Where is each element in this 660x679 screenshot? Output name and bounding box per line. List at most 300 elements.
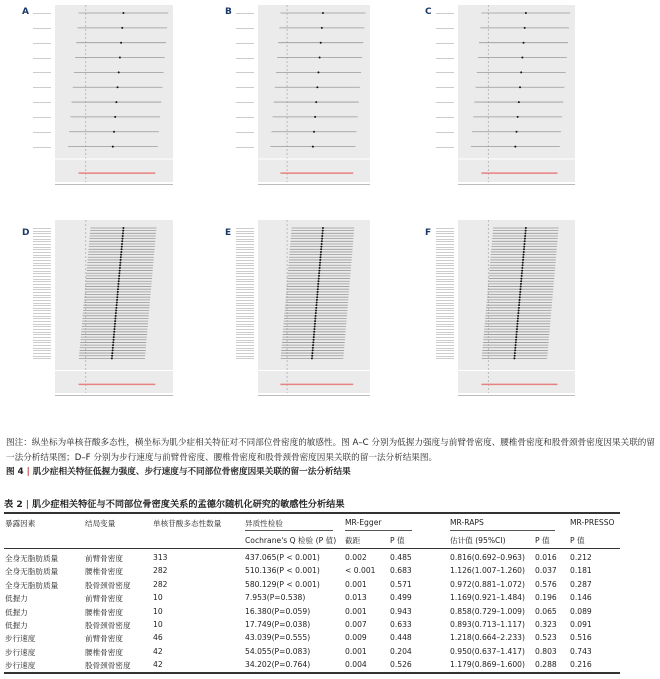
snp-estimate-point (113, 328, 115, 330)
snp-estimate-point (516, 131, 518, 133)
x-axis (458, 184, 575, 195)
snp-estimate-point (519, 291, 521, 293)
snp-label (33, 268, 51, 269)
snp-label (33, 271, 51, 272)
snp-estimate-point (119, 57, 121, 59)
snp-label (436, 102, 454, 103)
snp-label (236, 334, 254, 335)
snp-estimate-point (514, 349, 516, 351)
snp-estimate-point (119, 264, 121, 266)
snp-estimate-point (316, 86, 318, 88)
snp-estimate-point (120, 256, 122, 258)
snp-label (436, 334, 454, 335)
snp-estimate-point (320, 246, 322, 248)
snp-label (33, 236, 51, 237)
snp-estimate-point (524, 235, 526, 237)
snp-label (436, 305, 454, 306)
snp-estimate-point (515, 339, 517, 341)
snp-estimate-point (120, 259, 122, 261)
column-header: 结局变量 (85, 519, 116, 528)
snp-estimate-point (524, 238, 526, 240)
table-cell: 0.212 (570, 553, 592, 562)
snp-label (236, 342, 254, 343)
snp-label (236, 233, 254, 234)
snp-label (436, 147, 454, 148)
table-cell: 42 (153, 646, 163, 656)
table-cell: 0.803 (535, 646, 557, 656)
table-cell: 0.204 (390, 646, 412, 656)
snp-estimate-point (314, 325, 316, 327)
snp-estimate-point (121, 248, 123, 250)
table-cell: 全身无脂肪质量 (5, 580, 59, 590)
snp-estimate-point (517, 317, 519, 319)
snp-label (436, 337, 454, 338)
snp-label (236, 13, 254, 14)
snp-label (236, 279, 254, 280)
snp-label (33, 244, 51, 245)
snp-label (236, 257, 254, 258)
snp-label (436, 236, 454, 237)
snp-label (33, 289, 51, 290)
snp-estimate-point (114, 320, 116, 322)
snp-estimate-point (517, 315, 519, 317)
snp-estimate-point (515, 344, 517, 346)
snp-label (33, 72, 51, 73)
snp-estimate-point (117, 283, 119, 285)
snp-label (33, 300, 51, 301)
snp-label (33, 350, 51, 351)
snp-estimate-point (317, 280, 319, 282)
snp-label (236, 268, 254, 269)
panel-label: A (22, 7, 29, 17)
snp-estimate-point (113, 333, 115, 335)
snp-estimate-point (517, 320, 519, 322)
snp-label (436, 324, 454, 325)
snp-estimate-point (523, 42, 525, 44)
snp-estimate-point (516, 333, 518, 335)
snp-estimate-point (513, 357, 515, 359)
snp-label (436, 316, 454, 317)
table-cell: 0.216 (570, 660, 592, 670)
snp-label (236, 316, 254, 317)
table-cell: 0.523 (535, 633, 557, 643)
snp-estimate-point (317, 283, 319, 285)
snp-label (33, 353, 51, 354)
snp-label (33, 342, 51, 343)
snp-label (436, 289, 454, 290)
snp-estimate-point (317, 71, 319, 73)
snp-label (236, 310, 254, 311)
table-cell: 0.743 (570, 646, 592, 656)
snp-estimate-point (321, 240, 323, 242)
snp-label (33, 102, 51, 103)
snp-estimate-point (520, 278, 522, 280)
snp-estimate-point (122, 232, 124, 234)
snp-label (236, 263, 254, 264)
snp-estimate-point (111, 357, 113, 359)
snp-label (436, 348, 454, 349)
table-cell: 0.089 (570, 606, 592, 616)
snp-label (33, 332, 51, 333)
snp-estimate-point (525, 230, 527, 232)
snp-label (33, 318, 51, 319)
table-cell: 0.146 (570, 593, 592, 603)
column-subheader: Cochrane's Q 检验 (P 值) (245, 536, 337, 545)
snp-label (33, 28, 51, 29)
table-cell: 7.953(P=0.538) (245, 593, 306, 603)
snp-label (436, 329, 454, 330)
snp-label (236, 350, 254, 351)
snp-estimate-point (115, 315, 117, 317)
snp-label (436, 276, 454, 277)
snp-label (436, 303, 454, 304)
snp-label (236, 244, 254, 245)
column-header: MR-RAPS (450, 518, 484, 527)
figure-number: 图 4 (6, 467, 24, 477)
snp-estimate-point (115, 312, 117, 314)
snp-label (436, 233, 454, 234)
snp-estimate-point (519, 288, 521, 290)
snp-label (236, 43, 254, 44)
snp-label (236, 271, 254, 272)
table-cell: 510.136(P < 0.001) (245, 566, 320, 576)
snp-label (436, 228, 454, 229)
snp-label (33, 228, 51, 229)
snp-estimate-point (314, 116, 316, 118)
table-cell: 282 (153, 566, 168, 576)
table-cell: 股骨颈骨密度 (85, 621, 131, 630)
snp-estimate-point (311, 355, 313, 357)
snp-label (236, 356, 254, 357)
table-cell: 步行速度 (5, 661, 36, 671)
table-cell: 1.126(1.007–1.260) (450, 566, 525, 576)
snp-label (436, 342, 454, 343)
table-cell: 0.323 (535, 620, 557, 629)
snp-estimate-point (111, 355, 113, 357)
snp-label (236, 326, 254, 327)
snp-label (33, 356, 51, 357)
snp-label (33, 147, 51, 148)
table-header-rule (4, 548, 620, 549)
snp-estimate-point (316, 294, 318, 296)
snp-estimate-point (118, 280, 120, 282)
snp-estimate-point (121, 240, 123, 242)
table-cell: 0.526 (390, 660, 412, 670)
snp-label (236, 318, 254, 319)
snp-estimate-point (119, 270, 121, 272)
snp-label (436, 353, 454, 354)
table-cell: 低握力 (5, 607, 28, 617)
snp-label (236, 132, 254, 133)
table-cell: 0.001 (345, 579, 367, 589)
snp-label (236, 236, 254, 237)
snp-label (33, 295, 51, 296)
snp-label (236, 241, 254, 242)
snp-estimate-point (522, 256, 524, 258)
panel-label: C (425, 7, 432, 17)
snp-label (436, 72, 454, 73)
snp-estimate-point (312, 341, 314, 343)
snp-estimate-point (514, 355, 516, 357)
table-cell: 0.485 (390, 553, 412, 562)
table-cell: 腰椎骨密度 (85, 607, 123, 617)
snp-estimate-point (315, 312, 317, 314)
snp-estimate-point (318, 278, 320, 280)
snp-estimate-point (319, 57, 321, 59)
snp-estimate-point (518, 309, 520, 311)
snp-label (33, 255, 51, 256)
snp-label (236, 239, 254, 240)
snp-label (236, 340, 254, 341)
snp-estimate-point (313, 339, 315, 341)
table-cell: 前臂骨密度 (85, 594, 123, 604)
snp-label (33, 249, 51, 250)
snp-label (33, 265, 51, 266)
snp-label (436, 239, 454, 240)
header-group-rule (345, 530, 412, 531)
snp-estimate-point (313, 328, 315, 330)
table-cell: 0.065 (535, 606, 557, 616)
snp-label (436, 284, 454, 285)
snp-label (33, 305, 51, 306)
snp-label (236, 297, 254, 298)
snp-estimate-point (317, 291, 319, 293)
snp-estimate-point (121, 27, 123, 29)
snp-label (236, 358, 254, 359)
table-cell: 0.287 (570, 579, 592, 589)
snp-estimate-point (116, 299, 118, 301)
table-cell: 0.037 (535, 566, 557, 576)
snp-label (33, 337, 51, 338)
table-cell: 16.380(P=0.059) (245, 606, 311, 616)
table-cell: 股骨颈骨密度 (85, 661, 131, 671)
snp-label (33, 326, 51, 327)
snp-estimate-point (521, 270, 523, 272)
table-top-rule (4, 512, 620, 514)
snp-label (33, 276, 51, 277)
snp-label (33, 247, 51, 248)
snp-estimate-point (319, 264, 321, 266)
snp-label (33, 281, 51, 282)
snp-label (436, 313, 454, 314)
snp-estimate-point (119, 262, 121, 264)
snp-label (436, 255, 454, 256)
snp-label (436, 247, 454, 248)
snp-label (436, 244, 454, 245)
snp-estimate-point (322, 232, 324, 234)
snp-estimate-point (115, 309, 117, 311)
snp-estimate-point (318, 270, 320, 272)
column-header: 异质性检验 (245, 519, 283, 528)
table-bottom-rule (4, 672, 620, 674)
snp-label (236, 337, 254, 338)
snp-label (236, 353, 254, 354)
table-cell: 0.001 (345, 646, 367, 656)
x-axis (258, 395, 370, 406)
forest-plot-panel (458, 220, 575, 393)
snp-label (33, 287, 51, 288)
snp-estimate-point (520, 283, 522, 285)
snp-estimate-point (117, 288, 119, 290)
table-cell: 股骨颈骨密度 (85, 580, 131, 590)
snp-label (436, 318, 454, 319)
snp-label (436, 263, 454, 264)
snp-label (436, 297, 454, 298)
snp-estimate-point (523, 248, 525, 250)
snp-estimate-point (322, 12, 324, 14)
snp-label (236, 265, 254, 266)
snp-estimate-point (517, 116, 519, 118)
snp-label (33, 284, 51, 285)
snp-estimate-point (312, 146, 314, 148)
snp-estimate-point (518, 307, 520, 309)
table-cell: 313 (153, 553, 168, 562)
header-group-rule (450, 530, 555, 531)
table-cell: < 0.001 (345, 566, 376, 576)
snp-label (436, 271, 454, 272)
snp-estimate-point (313, 333, 315, 335)
snp-estimate-point (311, 357, 313, 359)
table-title: 表 2 | 肌少症相关特征与不同部位骨密度关系的孟德尔随机化研究的敏感性分析结果 (4, 499, 345, 510)
figure-note: 图注：纵坐标为单核苷酸多态性，横坐标为肌少症相关特征对不同部位骨密度的敏感性。图 A–C 分别为低握力强度与前臂骨密度、腰椎骨密度和股骨颈骨密度因果关联的留一法分析结果图；D–F 分别为步行速度与前臂骨密度、腰椎骨密度和股骨颈骨密度因果关联的留一法分析结果图。 (6, 438, 655, 463)
table-cell: 0.002 (345, 553, 367, 562)
snp-label (33, 263, 51, 264)
snp-label (33, 308, 51, 309)
table-cell: 0.950(0.637–1.417) (450, 646, 525, 656)
table-cell: 0.972(0.881–1.072) (450, 579, 525, 589)
snp-estimate-point (521, 275, 523, 277)
snp-label (436, 308, 454, 309)
snp-estimate-point (315, 304, 317, 306)
snp-estimate-point (315, 309, 317, 311)
table-cell: 0.016 (535, 553, 557, 562)
header-group-rule (245, 530, 333, 531)
snp-label (33, 313, 51, 314)
forest-plot-panel (258, 5, 370, 182)
snp-estimate-point (516, 323, 518, 325)
snp-estimate-point (312, 344, 314, 346)
snp-label (33, 273, 51, 274)
snp-estimate-point (114, 323, 116, 325)
snp-label (33, 231, 51, 232)
snp-label (436, 356, 454, 357)
x-axis (55, 184, 173, 195)
snp-estimate-point (113, 131, 115, 133)
table-cell: 全身无脂肪质量 (5, 554, 59, 563)
table-cell: 0.013 (345, 593, 367, 603)
snp-label (33, 13, 51, 14)
snp-label (436, 340, 454, 341)
snp-estimate-point (521, 57, 523, 59)
panel-label: B (225, 7, 232, 17)
column-header: MR-PRESSO (570, 518, 615, 527)
table-cell: 全身无脂肪质量 (5, 567, 59, 577)
table-number: 表 2 (4, 499, 23, 510)
snp-label (436, 260, 454, 261)
snp-estimate-point (321, 243, 323, 245)
snp-estimate-point (322, 230, 324, 232)
snp-estimate-point (523, 254, 525, 256)
forest-plot-panel (458, 5, 575, 182)
snp-label (436, 28, 454, 29)
snp-label (236, 147, 254, 148)
snp-label (436, 43, 454, 44)
snp-label (236, 276, 254, 277)
snp-estimate-point (320, 248, 322, 250)
table-cell: 0.196 (535, 593, 557, 603)
forest-plot-panel (55, 5, 173, 182)
table-cell: 低握力 (5, 594, 28, 604)
snp-label (33, 334, 51, 335)
snp-label (436, 249, 454, 250)
snp-estimate-point (118, 275, 120, 277)
snp-estimate-point (113, 336, 115, 338)
table-cell: 腰椎骨密度 (85, 567, 123, 577)
table-cell: 580.129(P < 0.001) (245, 579, 320, 589)
figure-title: 图 4 | 肌少症相关特征低握力强度、步行速度与不同部位骨密度因果关联的留一法分析结果 (6, 467, 351, 477)
x-axis (55, 395, 173, 406)
figure-title-text: 肌少症相关特征低握力强度、步行速度与不同部位骨密度因果关联的留一法分析结果 (32, 467, 351, 477)
snp-estimate-point (319, 256, 321, 258)
snp-label (236, 58, 254, 59)
snp-label (33, 279, 51, 280)
snp-estimate-point (322, 227, 324, 229)
snp-label (33, 117, 51, 118)
snp-label (33, 324, 51, 325)
column-subheader: P 值 (390, 536, 405, 545)
snp-estimate-point (319, 259, 321, 261)
panel-label: E (225, 228, 232, 238)
snp-estimate-point (318, 272, 320, 274)
table-cell: 0.893(0.713–1.117) (450, 620, 525, 629)
table-cell: 0.009 (345, 633, 367, 643)
snp-estimate-point (525, 12, 527, 14)
snp-label (33, 310, 51, 311)
snp-label (236, 247, 254, 248)
snp-estimate-point (113, 339, 115, 341)
snp-label (436, 287, 454, 288)
snp-label (436, 58, 454, 59)
snp-estimate-point (316, 299, 318, 301)
column-subheader: P 值 (570, 536, 585, 545)
snp-label (33, 233, 51, 234)
snp-estimate-point (116, 304, 118, 306)
snp-estimate-point (314, 320, 316, 322)
snp-estimate-point (518, 302, 520, 304)
snp-estimate-point (315, 315, 317, 317)
snp-estimate-point (311, 352, 313, 354)
snp-estimate-point (519, 299, 521, 301)
snp-label (236, 252, 254, 253)
snp-estimate-point (120, 254, 122, 256)
snp-estimate-point (523, 243, 525, 245)
snp-label (236, 308, 254, 309)
snp-label (436, 300, 454, 301)
snp-estimate-point (516, 331, 518, 333)
snp-label (33, 239, 51, 240)
snp-label (33, 292, 51, 293)
snp-estimate-point (518, 304, 520, 306)
table-cell: 0.448 (390, 633, 412, 643)
snp-label (436, 117, 454, 118)
table-cell: 0.499 (390, 593, 412, 603)
snp-estimate-point (314, 317, 316, 319)
snp-estimate-point (112, 349, 114, 351)
snp-label (236, 345, 254, 346)
snp-estimate-point (312, 347, 314, 349)
column-subheader: P 值 (535, 536, 550, 545)
snp-label (236, 292, 254, 293)
